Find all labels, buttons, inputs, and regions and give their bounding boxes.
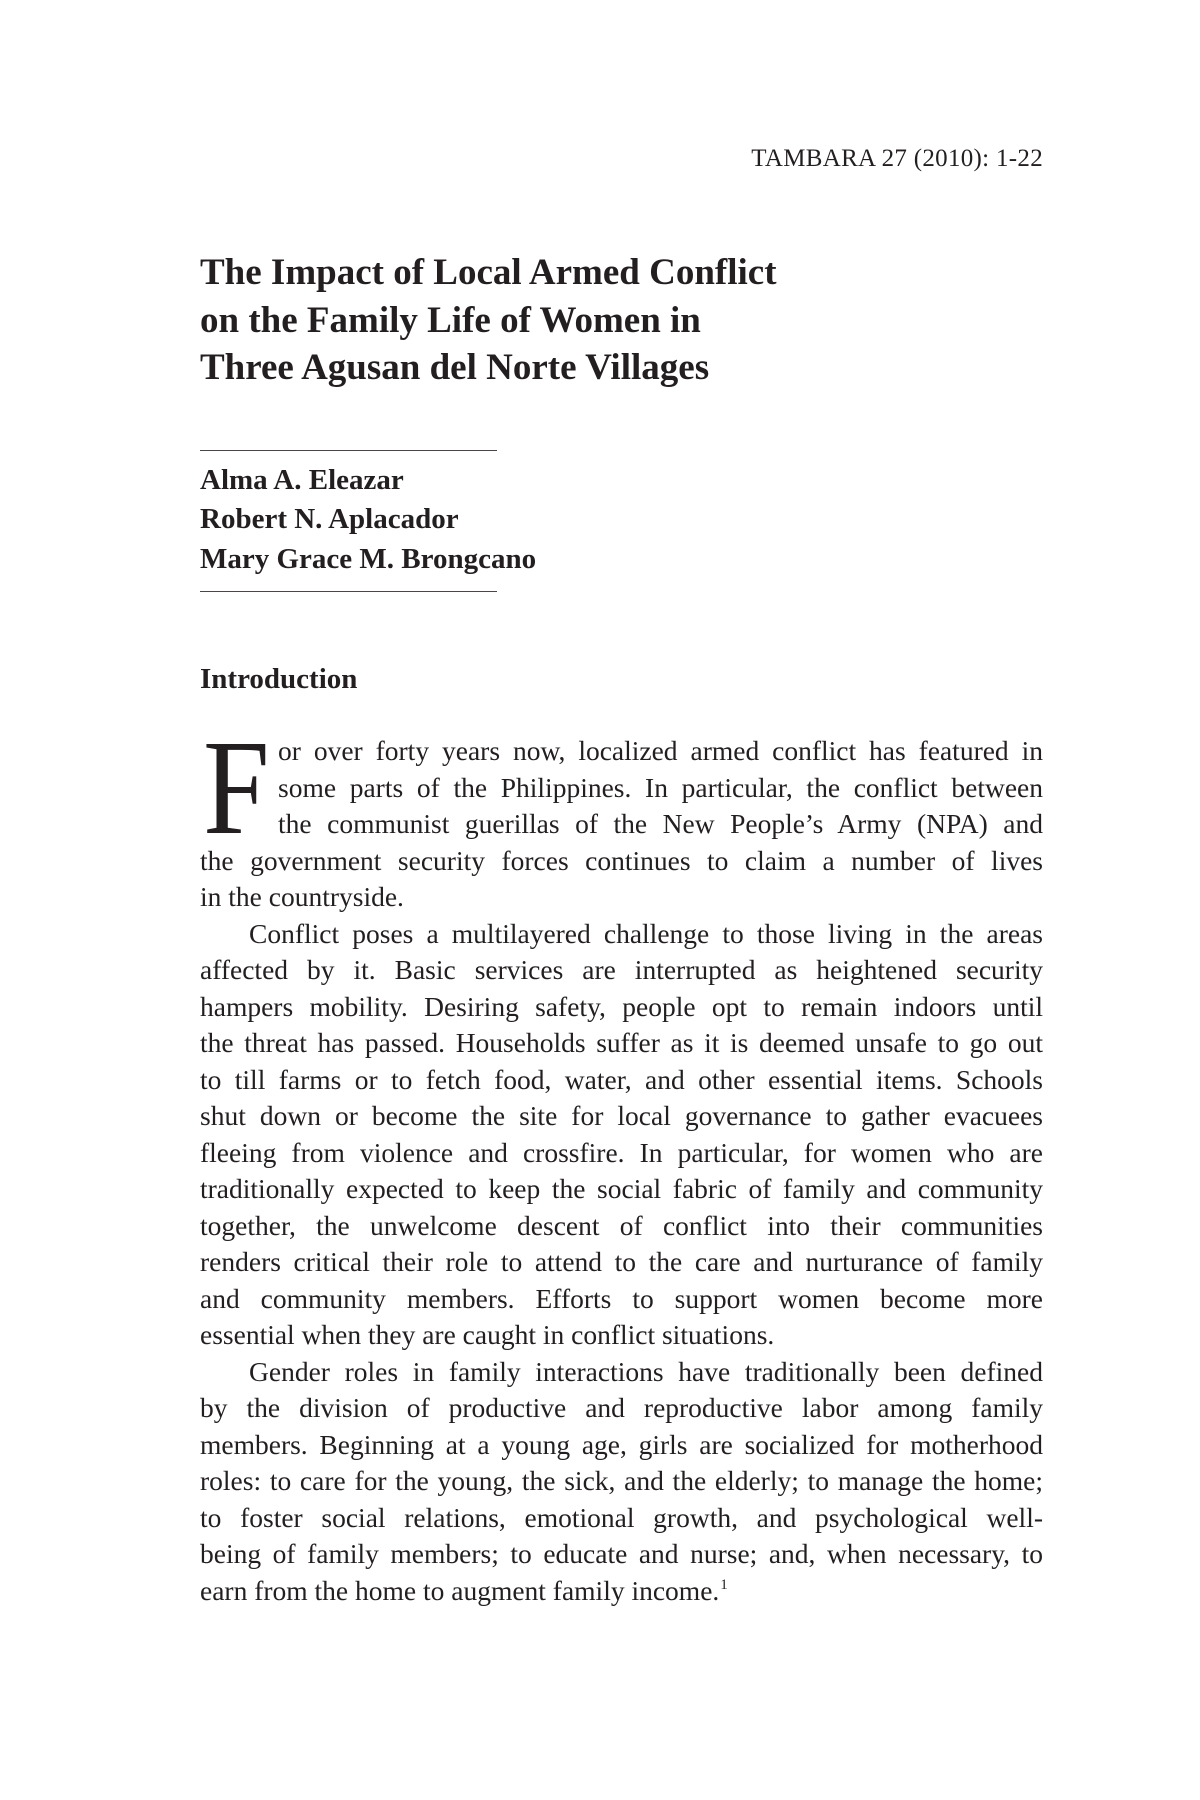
author-name: Robert N. Aplacador — [200, 503, 459, 536]
drop-cap: F — [203, 713, 270, 863]
author-rule-bottom — [200, 591, 497, 592]
body-line: the government security forces continues to claim a number of lives — [200, 844, 1043, 876]
body-line: by the division of productive and reproductive labor among family — [200, 1392, 1043, 1423]
body-line: Gender roles in family interactions have traditionally been defined — [249, 1355, 1043, 1387]
title-line: on the Family Life of Women in — [200, 299, 701, 341]
body-line: to till farms or to fetch food, water, and other essential items. Schools — [200, 1063, 1043, 1095]
running-head: TAMBARA 27 (2010): 1-22 — [751, 145, 1043, 172]
body-text — [200, 713, 1043, 1609]
body-line: or over forty years now, localized armed conflict has featured in — [278, 735, 1043, 766]
body-line: essential when they are caught in conflict situations. — [200, 1319, 775, 1350]
body-line: together, the unwelcome descent of conflict into their communities — [200, 1209, 1043, 1241]
body-line: to foster social relations, emotional growth, and psychological well- — [200, 1501, 1043, 1533]
body-line: members. Beginning at a young age, girls are socialized for motherhood — [200, 1428, 1043, 1460]
body-line: hampers mobility. Desiring safety, people opt to remain indoors until — [200, 990, 1043, 1022]
article-title — [200, 249, 777, 392]
author-name: Alma A. Eleazar — [200, 464, 404, 496]
body-line: Conflict poses a multilayered challenge to those living in the areas — [249, 917, 1043, 949]
body-line: some parts of the Philippines. In particular, the conflict between — [278, 771, 1043, 803]
paragraph — [200, 916, 1043, 1354]
body-line: the threat has passed. Households suffer as it is deemed unsafe to go out — [200, 1027, 1043, 1058]
body-line: the communist guerillas of the New People’s Army (NPA) and — [278, 808, 1043, 839]
body-line: shut down or become the site for local governance to gather evacuees — [200, 1100, 1043, 1131]
title-line: The Impact of Local Armed Conflict — [200, 252, 777, 293]
body-line: affected by it. Basic services are interrupted as heightened security — [200, 954, 1043, 985]
author-name: Mary Grace M. Brongcano — [200, 542, 537, 575]
body-line: being of family members; to educate and nurse; and, when necessary, to — [200, 1538, 1043, 1569]
paragraph — [200, 713, 1043, 916]
title-line: Three Agusan del Norte Villages — [200, 347, 710, 388]
body-line: roles: to care for the young, the sick, and the elderly; to manage the home; — [200, 1465, 1043, 1496]
body-line: fleeing from violence and crossfire. In particular, for women who are — [200, 1136, 1043, 1168]
paragraph — [200, 1354, 1043, 1610]
footnote-ref: 1 — [720, 1576, 728, 1593]
body-line — [200, 1573, 1043, 1610]
author-list — [200, 461, 536, 579]
body-line-text: earn from the home to augment family income. — [200, 1574, 720, 1606]
section-heading: Introduction — [200, 663, 358, 695]
body-line: in the countryside. — [200, 881, 404, 912]
body-line: and community members. Efforts to support women become more — [200, 1282, 1043, 1314]
body-line: traditionally expected to keep the social fabric of family and community — [200, 1173, 1043, 1204]
body-line: renders critical their role to attend to the care and nurturance of family — [200, 1246, 1043, 1277]
author-rule-top — [200, 450, 497, 451]
